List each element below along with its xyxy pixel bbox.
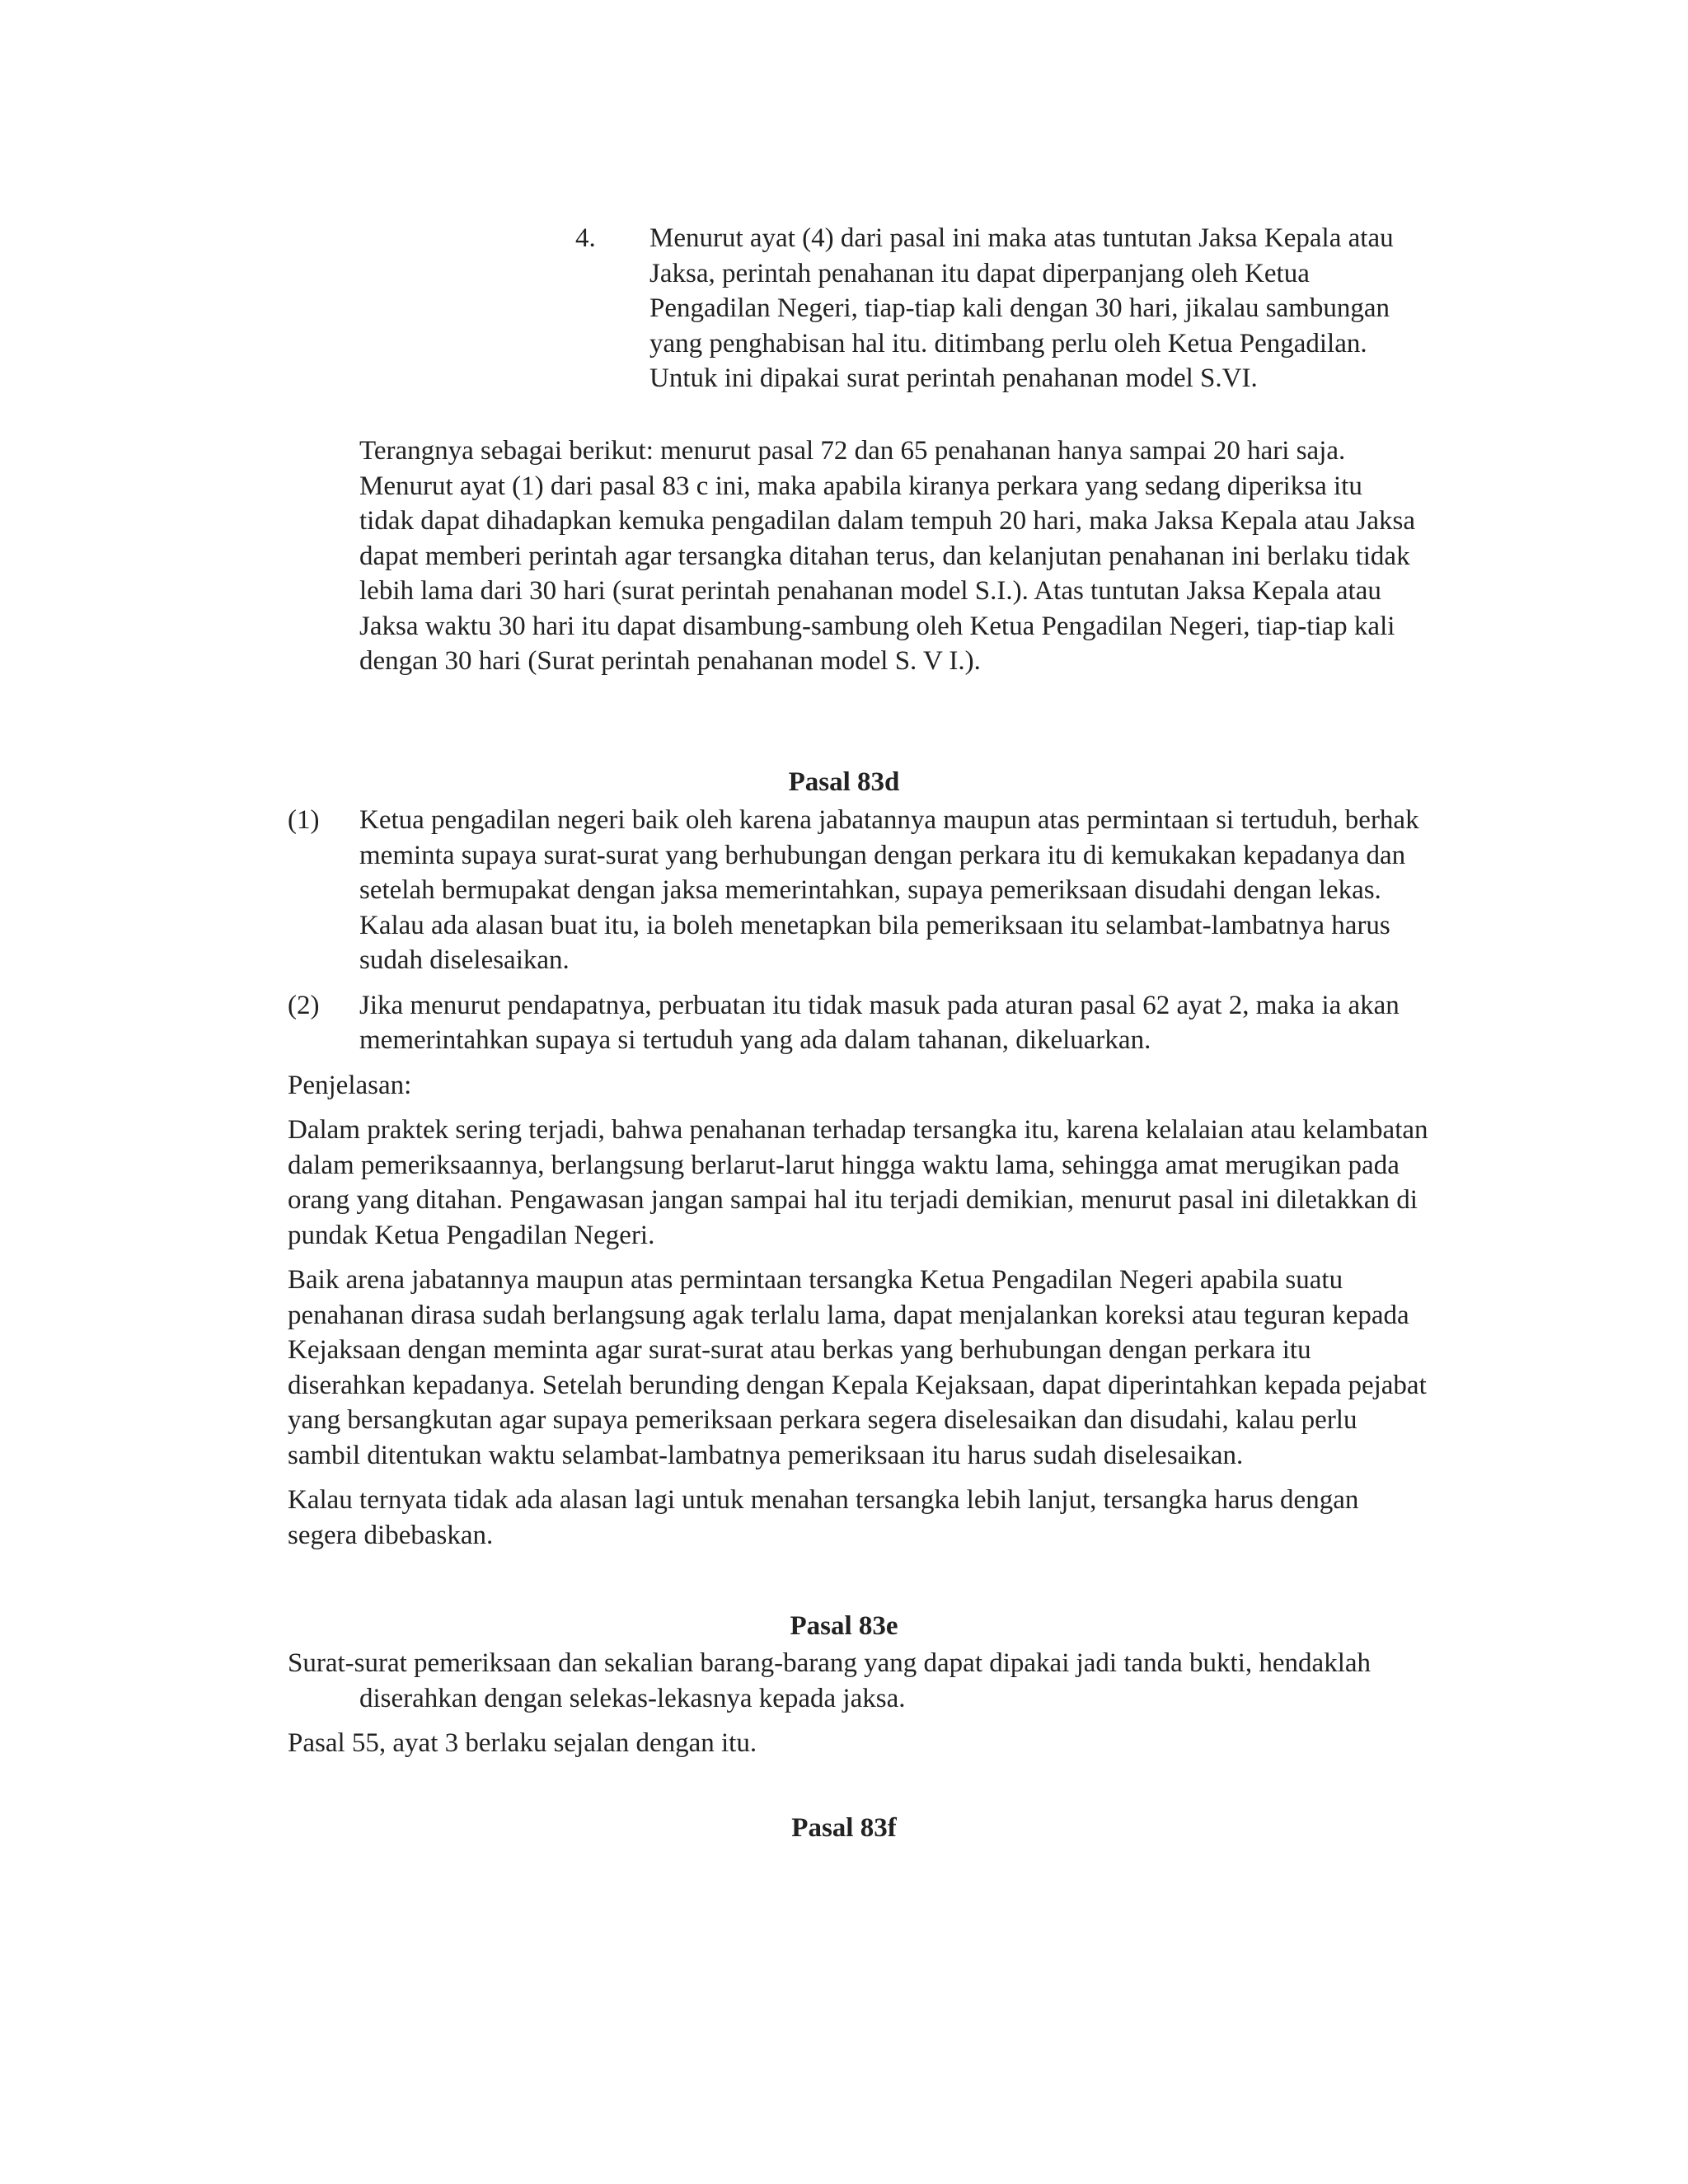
clause-number: (2)	[288, 990, 320, 1020]
paragraph: Surat-surat pemeriksaan dan sekalian barang-barang yang dapat dipakai jadi tanda bukti, hendaklah diserahkan dengan selekas-lekasnya kepada jaksa.	[288, 1648, 1372, 1713]
paragraph: Pasal 55, ayat 3 berlaku sejalan dengan itu.	[288, 1728, 757, 1758]
list-item-text: Menurut ayat (4) dari pasal ini maka atas tuntutan Jaksa Kepala atau Jaksa, perintah penahanan itu dapat diperpanjang oleh Ketua Pengadilan Negeri, tiap-tiap kali dengan 30 hari, jikalau sambungan yang penghabisan hal itu. ditimbang perlu oleh Ketua Pengadilan. Untuk ini dipakai surat perintah penahanan model S.VI.	[649, 223, 1394, 393]
list-item-number: 4.	[575, 223, 596, 253]
explanation-label: Penjelasan:	[288, 1070, 412, 1100]
explanation-paragraph: Terangnya sebagai berikut: menurut pasal 72 dan 65 penahanan hanya sampai 20 hari saja. Menurut ayat (1) dari pasal 83 c ini, maka apabila kiranya perkara yang sedang diperiksa itu tidak dapat dihadapkan kemuka pengadilan dalam tempuh 20 hari, maka Jaksa Kepala atau Jaksa dapat memberi perintah agar tersangka ditahan terus, dan kelanjutan penahanan ini berlaku tidak lebih lama dari 30 hari (surat perintah penahanan model S.I.). Atas tuntutan Jaksa Kepala atau Jaksa waktu 30 hari itu dapat disambung-sambung oleh Ketua Pengadilan Negeri, tiap-tiap kali dengan 30 hari (Surat perintah penahanan model S. V I.).	[359, 436, 1416, 676]
section-heading-83d: Pasal 83d	[788, 767, 900, 797]
clause-number: (1)	[288, 805, 320, 835]
section-heading-83e: Pasal 83e	[790, 1611, 898, 1641]
paragraph: Baik arena jabatannya maupun atas permintaan tersangka Ketua Pengadilan Negeri apabila suatu penahanan dirasa sudah berlangsung agak terlalu lama, dapat menjalankan koreksi atau teguran kepada Kejaksaan dengan meminta agar surat-surat atau berkas yang berhubungan dengan perkara itu diserahkan kepadanya. Setelah berunding dengan Kepala Kejaksaan, dapat diperintahkan kepada pejabat yang bersangkutan agar supaya pemeriksaan perkara segera diselesaikan dan disudahi, kalau perlu sambil ditentukan waktu selambat-lambatnya pemeriksaan itu harus sudah diselesaikan.	[288, 1265, 1427, 1470]
list-item-4	[575, 221, 1432, 396]
section-83d-body	[288, 803, 1433, 1553]
paragraph: Dalam praktek sering terjadi, bahwa penahanan terhadap tersangka itu, karena kelalaian atau kelambatan dalam pemeriksaannya, berlangsung berlarut-larut hingga waktu lama, sehingga amat merugikan pada orang yang ditahan. Pengawasan jangan sampai hal itu terjadi demikian, menurut pasal ini diletakkan di pundak Ketua Pengadilan Negeri.	[288, 1115, 1428, 1250]
clause-2	[288, 988, 1433, 1058]
clause-text: Ketua pengadilan negeri baik oleh karena jabatannya maupun atas permintaan si tertuduh, berhak meminta supaya surat-surat yang berhubungan dengan perkara itu di kemukakan kepadanya dan setelah bermupakat dengan jaksa memerintahkan, supaya pemeriksaan disudahi dengan lekas. Kalau ada alasan buat itu, ia boleh menetapkan bila pemeriksaan itu selambat-lambatnya harus sudah diselesaikan.	[359, 805, 1419, 975]
section-heading-83f: Pasal 83f	[791, 1813, 897, 1843]
section-83e-body	[288, 1646, 1433, 1761]
clause-1	[288, 803, 1433, 978]
paragraph: Kalau ternyata tidak ada alasan lagi untuk menahan tersangka lebih lanjut, tersangka harus dengan segera dibebaskan.	[288, 1485, 1359, 1550]
clause-text: Jika menurut pendapatnya, perbuatan itu tidak masuk pada aturan pasal 62 ayat 2, maka ia akan memerintahkan supaya si tertuduh yang ada dalam tahanan, dikeluarkan.	[359, 990, 1400, 1055]
